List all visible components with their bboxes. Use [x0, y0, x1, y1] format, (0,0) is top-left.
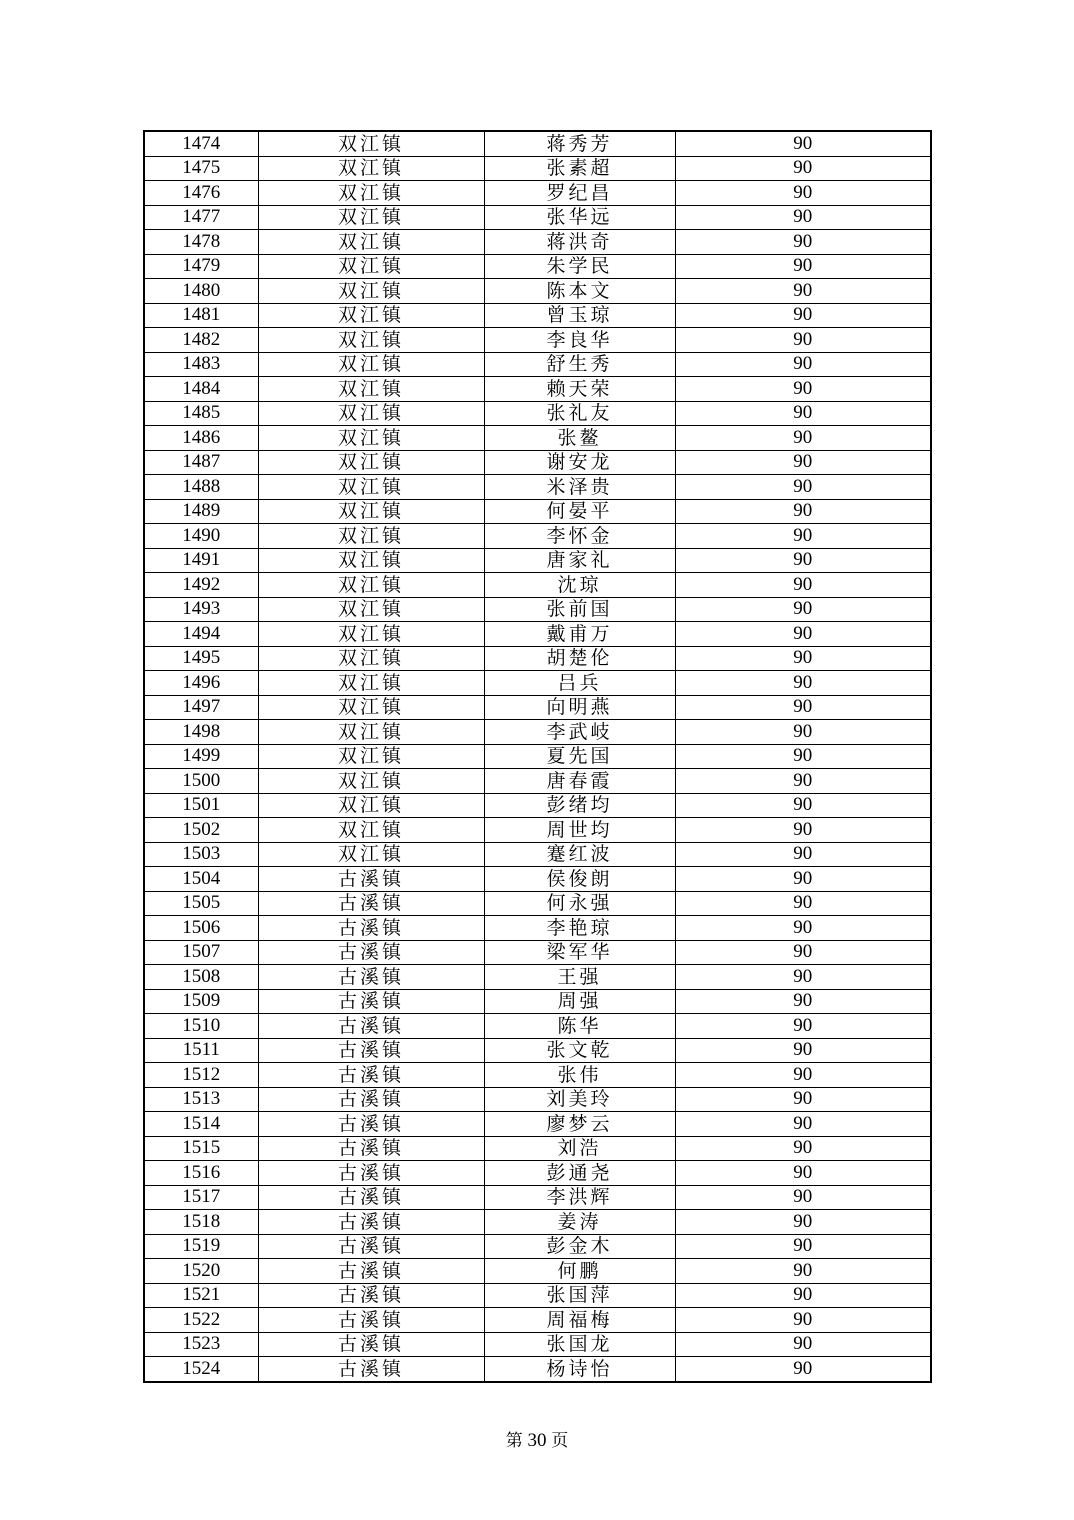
score-cell: 90 [675, 1161, 931, 1186]
table-row [144, 426, 931, 451]
row-number-cell: 1520 [144, 1259, 258, 1284]
row-number-cell: 1522 [144, 1308, 258, 1333]
table-row [144, 622, 931, 647]
table-row [144, 1210, 931, 1235]
person-name-cell: 周世均 [484, 818, 675, 843]
row-number-cell: 1477 [144, 205, 258, 230]
table-row [144, 205, 931, 230]
town-cell: 古溪镇 [258, 1185, 484, 1210]
score-cell: 90 [675, 744, 931, 769]
score-cell: 90 [675, 499, 931, 524]
score-cell: 90 [675, 818, 931, 843]
person-name-cell: 刘浩 [484, 1136, 675, 1161]
town-cell: 双江镇 [258, 401, 484, 426]
town-cell: 双江镇 [258, 156, 484, 181]
person-name-cell: 戴甫万 [484, 622, 675, 647]
town-cell: 古溪镇 [258, 965, 484, 990]
row-number-cell: 1507 [144, 940, 258, 965]
person-name-cell: 蒋秀芳 [484, 131, 675, 156]
row-number-cell: 1489 [144, 499, 258, 524]
table-row [144, 744, 931, 769]
score-cell: 90 [675, 279, 931, 304]
table-row [144, 1161, 931, 1186]
person-name-cell: 夏先国 [484, 744, 675, 769]
town-cell: 双江镇 [258, 426, 484, 451]
table-row [144, 1332, 931, 1357]
score-cell: 90 [675, 1136, 931, 1161]
score-cell: 90 [675, 891, 931, 916]
person-name-cell: 王强 [484, 965, 675, 990]
row-number-cell: 1519 [144, 1234, 258, 1259]
town-cell: 古溪镇 [258, 1063, 484, 1088]
table-row [144, 1038, 931, 1063]
person-name-cell: 何永强 [484, 891, 675, 916]
row-number-cell: 1502 [144, 818, 258, 843]
town-cell: 古溪镇 [258, 1332, 484, 1357]
table-row [144, 401, 931, 426]
town-cell: 古溪镇 [258, 1234, 484, 1259]
town-cell: 双江镇 [258, 671, 484, 696]
score-cell: 90 [675, 597, 931, 622]
row-number-cell: 1498 [144, 720, 258, 745]
table-row [144, 989, 931, 1014]
table-row [144, 328, 931, 353]
town-cell: 双江镇 [258, 181, 484, 206]
person-name-cell: 彭绪均 [484, 793, 675, 818]
table-row [144, 181, 931, 206]
town-cell: 古溪镇 [258, 1087, 484, 1112]
table-row [144, 916, 931, 941]
table-row [144, 769, 931, 794]
table-row [144, 1234, 931, 1259]
town-cell: 双江镇 [258, 205, 484, 230]
person-name-cell: 蹇红波 [484, 842, 675, 867]
score-cell: 90 [675, 328, 931, 353]
score-cell: 90 [675, 548, 931, 573]
table-row [144, 1259, 931, 1284]
person-name-cell: 刘美玲 [484, 1087, 675, 1112]
table-row [144, 475, 931, 500]
table-row [144, 450, 931, 475]
score-cell: 90 [675, 230, 931, 255]
row-number-cell: 1504 [144, 867, 258, 892]
town-cell: 双江镇 [258, 475, 484, 500]
person-name-cell: 张国龙 [484, 1332, 675, 1357]
score-cell: 90 [675, 720, 931, 745]
table-row [144, 524, 931, 549]
score-cell: 90 [675, 842, 931, 867]
table-row [144, 940, 931, 965]
person-name-cell: 张华远 [484, 205, 675, 230]
row-number-cell: 1481 [144, 303, 258, 328]
table-row [144, 254, 931, 279]
row-number-cell: 1515 [144, 1136, 258, 1161]
row-number-cell: 1478 [144, 230, 258, 255]
person-name-cell: 张伟 [484, 1063, 675, 1088]
row-number-cell: 1523 [144, 1332, 258, 1357]
person-name-cell: 蒋洪奇 [484, 230, 675, 255]
row-number-cell: 1487 [144, 450, 258, 475]
table-row [144, 646, 931, 671]
score-cell: 90 [675, 940, 931, 965]
town-cell: 双江镇 [258, 695, 484, 720]
row-number-cell: 1508 [144, 965, 258, 990]
town-cell: 双江镇 [258, 548, 484, 573]
person-name-cell: 张国萍 [484, 1283, 675, 1308]
table-row [144, 156, 931, 181]
table-row [144, 965, 931, 990]
row-number-cell: 1503 [144, 842, 258, 867]
score-cell: 90 [675, 793, 931, 818]
person-name-cell: 侯俊朗 [484, 867, 675, 892]
person-name-cell: 唐春霞 [484, 769, 675, 794]
row-number-cell: 1475 [144, 156, 258, 181]
row-number-cell: 1493 [144, 597, 258, 622]
row-number-cell: 1512 [144, 1063, 258, 1088]
score-cell: 90 [675, 867, 931, 892]
row-number-cell: 1513 [144, 1087, 258, 1112]
row-number-cell: 1495 [144, 646, 258, 671]
town-cell: 双江镇 [258, 131, 484, 156]
score-cell: 90 [675, 352, 931, 377]
score-cell: 90 [675, 181, 931, 206]
row-number-cell: 1510 [144, 1014, 258, 1039]
row-number-cell: 1518 [144, 1210, 258, 1235]
roster-table [143, 130, 932, 1383]
score-cell: 90 [675, 131, 931, 156]
town-cell: 双江镇 [258, 573, 484, 598]
town-cell: 古溪镇 [258, 1259, 484, 1284]
row-number-cell: 1500 [144, 769, 258, 794]
town-cell: 古溪镇 [258, 989, 484, 1014]
table-row [144, 842, 931, 867]
person-name-cell: 李洪辉 [484, 1185, 675, 1210]
page-number: 30 [527, 1430, 547, 1451]
person-name-cell: 陈本文 [484, 279, 675, 304]
person-name-cell: 李艳琼 [484, 916, 675, 941]
score-cell: 90 [675, 401, 931, 426]
town-cell: 双江镇 [258, 377, 484, 402]
score-cell: 90 [675, 1063, 931, 1088]
person-name-cell: 李怀金 [484, 524, 675, 549]
row-number-cell: 1511 [144, 1038, 258, 1063]
row-number-cell: 1483 [144, 352, 258, 377]
row-number-cell: 1517 [144, 1185, 258, 1210]
person-name-cell: 张鳌 [484, 426, 675, 451]
score-cell: 90 [675, 916, 931, 941]
row-number-cell: 1496 [144, 671, 258, 696]
town-cell: 双江镇 [258, 279, 484, 304]
row-number-cell: 1479 [144, 254, 258, 279]
table-row [144, 1136, 931, 1161]
table-row [144, 352, 931, 377]
row-number-cell: 1505 [144, 891, 258, 916]
score-cell: 90 [675, 622, 931, 647]
row-number-cell: 1476 [144, 181, 258, 206]
town-cell: 双江镇 [258, 597, 484, 622]
score-cell: 90 [675, 303, 931, 328]
person-name-cell: 胡楚伦 [484, 646, 675, 671]
table-row [144, 279, 931, 304]
table-row [144, 1087, 931, 1112]
table-row [144, 867, 931, 892]
person-name-cell: 罗纪昌 [484, 181, 675, 206]
town-cell: 双江镇 [258, 524, 484, 549]
row-number-cell: 1480 [144, 279, 258, 304]
town-cell: 双江镇 [258, 328, 484, 353]
person-name-cell: 梁军华 [484, 940, 675, 965]
town-cell: 古溪镇 [258, 1136, 484, 1161]
row-number-cell: 1506 [144, 916, 258, 941]
person-name-cell: 廖梦云 [484, 1112, 675, 1137]
table-row [144, 548, 931, 573]
score-cell: 90 [675, 989, 931, 1014]
person-name-cell: 向明燕 [484, 695, 675, 720]
page-footer [0, 1429, 1074, 1453]
row-number-cell: 1492 [144, 573, 258, 598]
person-name-cell: 李良华 [484, 328, 675, 353]
row-number-cell: 1486 [144, 426, 258, 451]
person-name-cell: 唐家礼 [484, 548, 675, 573]
row-number-cell: 1499 [144, 744, 258, 769]
town-cell: 双江镇 [258, 254, 484, 279]
row-number-cell: 1485 [144, 401, 258, 426]
table-row [144, 573, 931, 598]
row-number-cell: 1514 [144, 1112, 258, 1137]
table-row [144, 597, 931, 622]
person-name-cell: 谢安龙 [484, 450, 675, 475]
row-number-cell: 1490 [144, 524, 258, 549]
table-row [144, 818, 931, 843]
score-cell: 90 [675, 1038, 931, 1063]
town-cell: 双江镇 [258, 230, 484, 255]
town-cell: 双江镇 [258, 303, 484, 328]
town-cell: 古溪镇 [258, 1283, 484, 1308]
town-cell: 古溪镇 [258, 1014, 484, 1039]
person-name-cell: 沈琼 [484, 573, 675, 598]
table-row [144, 1185, 931, 1210]
town-cell: 古溪镇 [258, 1038, 484, 1063]
score-cell: 90 [675, 1234, 931, 1259]
table-row [144, 793, 931, 818]
person-name-cell: 张礼友 [484, 401, 675, 426]
person-name-cell: 陈华 [484, 1014, 675, 1039]
row-number-cell: 1521 [144, 1283, 258, 1308]
table-row [144, 377, 931, 402]
person-name-cell: 彭通尧 [484, 1161, 675, 1186]
score-cell: 90 [675, 1332, 931, 1357]
person-name-cell: 何鹏 [484, 1259, 675, 1284]
score-cell: 90 [675, 205, 931, 230]
score-cell: 90 [675, 646, 931, 671]
town-cell: 双江镇 [258, 793, 484, 818]
score-cell: 90 [675, 573, 931, 598]
town-cell: 古溪镇 [258, 891, 484, 916]
town-cell: 古溪镇 [258, 867, 484, 892]
town-cell: 双江镇 [258, 769, 484, 794]
town-cell: 古溪镇 [258, 916, 484, 941]
score-cell: 90 [675, 1283, 931, 1308]
score-cell: 90 [675, 1259, 931, 1284]
table-row [144, 695, 931, 720]
score-cell: 90 [675, 156, 931, 181]
person-name-cell: 周强 [484, 989, 675, 1014]
table-row [144, 671, 931, 696]
roster-table-body [144, 131, 931, 1382]
page-footer-suffix: 页 [551, 1431, 569, 1451]
score-cell: 90 [675, 1087, 931, 1112]
town-cell: 双江镇 [258, 352, 484, 377]
score-cell: 90 [675, 695, 931, 720]
person-name-cell: 张素超 [484, 156, 675, 181]
row-number-cell: 1484 [144, 377, 258, 402]
person-name-cell: 曾玉琼 [484, 303, 675, 328]
town-cell: 古溪镇 [258, 940, 484, 965]
table-row [144, 1014, 931, 1039]
row-number-cell: 1474 [144, 131, 258, 156]
person-name-cell: 朱学民 [484, 254, 675, 279]
score-cell: 90 [675, 965, 931, 990]
person-name-cell: 舒生秀 [484, 352, 675, 377]
row-number-cell: 1491 [144, 548, 258, 573]
score-cell: 90 [675, 1014, 931, 1039]
row-number-cell: 1494 [144, 622, 258, 647]
row-number-cell: 1482 [144, 328, 258, 353]
score-cell: 90 [675, 1185, 931, 1210]
score-cell: 90 [675, 1308, 931, 1333]
person-name-cell: 米泽贵 [484, 475, 675, 500]
row-number-cell: 1497 [144, 695, 258, 720]
row-number-cell: 1524 [144, 1357, 258, 1382]
table-row [144, 499, 931, 524]
table-row [144, 1283, 931, 1308]
person-name-cell: 姜涛 [484, 1210, 675, 1235]
score-cell: 90 [675, 1112, 931, 1137]
person-name-cell: 李武岐 [484, 720, 675, 745]
person-name-cell: 张文乾 [484, 1038, 675, 1063]
person-name-cell: 吕兵 [484, 671, 675, 696]
table-row [144, 131, 931, 156]
town-cell: 双江镇 [258, 818, 484, 843]
table-row [144, 1112, 931, 1137]
row-number-cell: 1501 [144, 793, 258, 818]
table-row [144, 230, 931, 255]
page-footer-prefix: 第 [505, 1431, 523, 1451]
town-cell: 双江镇 [258, 450, 484, 475]
town-cell: 古溪镇 [258, 1210, 484, 1235]
score-cell: 90 [675, 254, 931, 279]
town-cell: 双江镇 [258, 499, 484, 524]
town-cell: 双江镇 [258, 720, 484, 745]
score-cell: 90 [675, 769, 931, 794]
person-name-cell: 周福梅 [484, 1308, 675, 1333]
town-cell: 古溪镇 [258, 1357, 484, 1382]
person-name-cell: 赖天荣 [484, 377, 675, 402]
person-name-cell: 张前国 [484, 597, 675, 622]
table-row [144, 303, 931, 328]
score-cell: 90 [675, 450, 931, 475]
town-cell: 双江镇 [258, 744, 484, 769]
row-number-cell: 1509 [144, 989, 258, 1014]
town-cell: 古溪镇 [258, 1112, 484, 1137]
row-number-cell: 1488 [144, 475, 258, 500]
score-cell: 90 [675, 524, 931, 549]
row-number-cell: 1516 [144, 1161, 258, 1186]
town-cell: 古溪镇 [258, 1161, 484, 1186]
score-cell: 90 [675, 1357, 931, 1382]
score-cell: 90 [675, 1210, 931, 1235]
table-row [144, 720, 931, 745]
town-cell: 双江镇 [258, 842, 484, 867]
table-row [144, 1063, 931, 1088]
person-name-cell: 何晏平 [484, 499, 675, 524]
table-row [144, 1357, 931, 1382]
table-row [144, 891, 931, 916]
score-cell: 90 [675, 377, 931, 402]
score-cell: 90 [675, 475, 931, 500]
table-row [144, 1308, 931, 1333]
town-cell: 古溪镇 [258, 1308, 484, 1333]
town-cell: 双江镇 [258, 622, 484, 647]
score-cell: 90 [675, 671, 931, 696]
town-cell: 双江镇 [258, 646, 484, 671]
score-cell: 90 [675, 426, 931, 451]
person-name-cell: 杨诗怡 [484, 1357, 675, 1382]
person-name-cell: 彭金木 [484, 1234, 675, 1259]
